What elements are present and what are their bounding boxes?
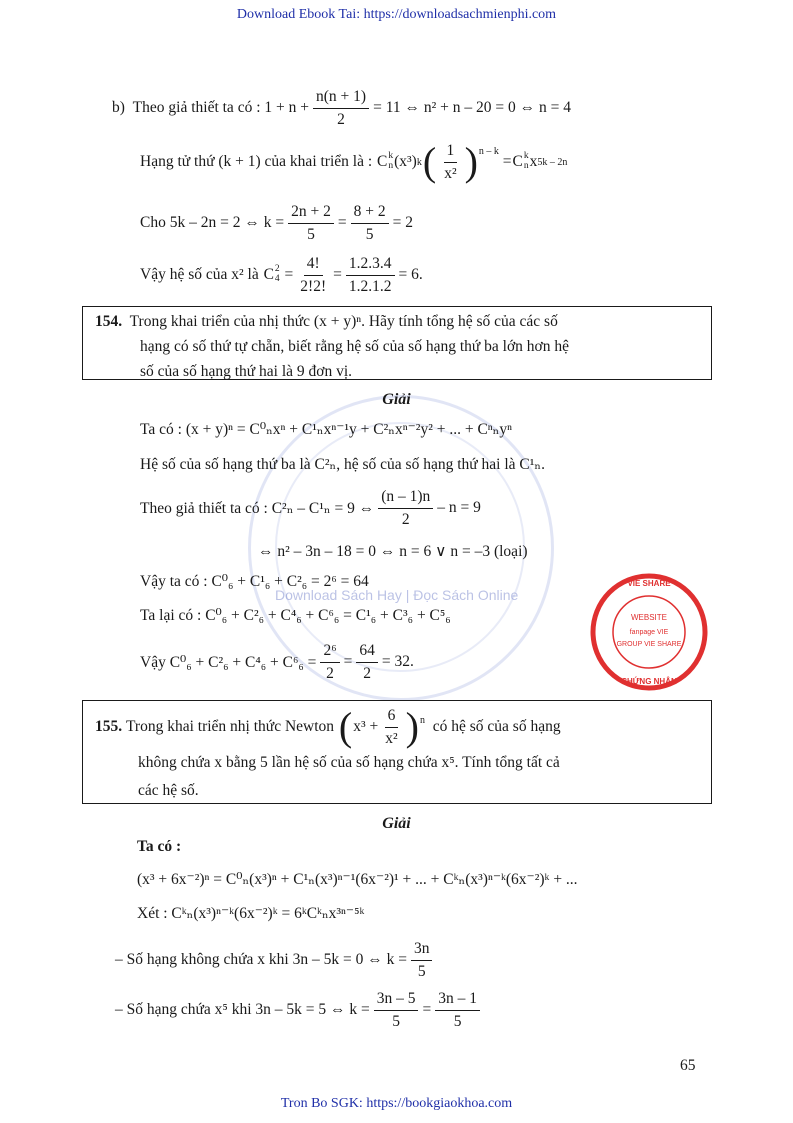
part-b-line-2: Hạng tử thứ (k + 1) của khai triển là : C k n (x³) k ( $\frac{1}{\text{x²}}$ ) $^{n - k}$ = C k n x 5k – 2n xyxy=(140,139,568,185)
svg-text:fanpage VIE: fanpage VIE xyxy=(629,629,669,636)
part-b-l1-frac: $\frac{n(n + 1)}{2}$ xyxy=(313,88,369,129)
problem-154-text: 154. Trong khai triển của nhị thức (x + y)ⁿ. Hãy tính tổng hệ số của các số hạng có số thứ tự chẵn, biết rằng hệ số của số hạng thứ ba lớn hơn hệ số của số hạng thứ hai là 9 đơn vị. xyxy=(95,313,569,380)
problem-154-number: 154. xyxy=(95,313,123,330)
part-b-line-1 xyxy=(112,88,571,129)
page-number: 65 xyxy=(680,1057,696,1074)
part-b-l2-text: Hạng tử thứ (k + 1) của khai triển là : xyxy=(140,153,373,171)
footer-sgk-link[interactable]: Tron Bo SGK: https://bookgiaokhoa.com xyxy=(280,1096,513,1111)
p154-step-6: Ta lại có : C⁰₆ + C²₆ + C⁴₆ + C⁶₆ = C¹₆ + C³₆ + C⁵₆ xyxy=(140,607,451,624)
part-b-label: b) xyxy=(112,99,125,117)
p155-step-5: – Số hạng chứa x⁵ khi 3n – 5k = 5 ⇔ k = $\frac{3n - 5}{5}$ = $\frac{3n - 1}{5}$ xyxy=(115,990,484,1031)
part-b-l3-text: Cho 5k – 2n = 2 ⇔ k = xyxy=(140,214,285,232)
p155-step-2: (x³ + 6x⁻²)ⁿ = C⁰ₙ(x³)ⁿ + C¹ₙ(x³)ⁿ⁻¹(6x⁻²)¹ + ... + Cᵏₙ(x³)ⁿ⁻ᵏ(6x⁻²)ᵏ + ... xyxy=(137,871,578,888)
vie-share-stamp xyxy=(589,572,709,692)
problem-155-text: 155. Trong khai triển nhị thức Newton ( x³ + $\frac{6}{\text{x²}}$ ) $^n$ có hệ số của số hạng không chứa x bằng 5 lần hệ số của số hạng chứa x⁵. Tính tổng tất cả các hệ số. xyxy=(95,704,561,799)
p154-step-1: Ta có : (x + y)ⁿ = C⁰ₙxⁿ + C¹ₙxⁿ⁻¹y + C²ₙxⁿ⁻²y² + ... + Cⁿₙyⁿ xyxy=(140,421,512,438)
svg-text:VIE SHARE: VIE SHARE xyxy=(627,579,671,588)
part-b-line-3: Cho 5k – 2n = 2 ⇔ k = $\frac{2n + 2}{5}$ = $\frac{8 + 2}{5}$ = 2 xyxy=(140,203,413,243)
part-b-l4-text: Vậy hệ số của x² là xyxy=(140,266,259,284)
p155-step-4: – Số hạng không chứa x khi 3n – 5k = 0 ⇔ k = $\frac{3n}{5}$ xyxy=(115,940,436,981)
part-b-line-4: Vậy hệ số của x² là C 2 4 = $\frac{4!}{2!2!}$ = $\frac{1.2.3.4}{1.2.1.2}$ = 6. xyxy=(140,255,423,295)
p155-step-3: Xét : Cᵏₙ(x³)ⁿ⁻ᵏ(6x⁻²)ᵏ = 6ᵏCᵏₙx³ⁿ⁻⁵ᵏ xyxy=(137,905,365,922)
problem-155-number: 155. xyxy=(95,718,123,735)
p154-solution-heading: Giải xyxy=(382,391,411,408)
p154-step-5: Vậy ta có : C⁰₆ + C¹₆ + C²₆ = 2⁶ = 64 xyxy=(140,573,369,590)
p155-step-1: Ta có : xyxy=(137,838,182,855)
svg-text:CHỨNG NHẬN: CHỨNG NHẬN xyxy=(621,677,677,686)
part-b-l1-text: Theo giả thiết ta có : xyxy=(132,99,261,117)
part-b-l1-a: 1 + n + xyxy=(264,99,309,117)
p154-step-3: Theo giả thiết ta có : C²ₙ – C¹ₙ = 9 ⇔ $\frac{(n - 1)n}{2}$ – n = 9 xyxy=(140,488,481,528)
svg-text:GROUP VIE SHARE: GROUP VIE SHARE xyxy=(616,641,682,648)
watermark-text: Download Sách Hay | Đọc Sách Online xyxy=(275,587,519,603)
part-b-l1-b: = 11 ⇔ n² + n – 20 = 0 ⇔ n = 4 xyxy=(373,99,571,117)
p154-step-4: ⇔ n² – 3n – 18 = 0 ⇔ n = 6 ∨ n = –3 (loại) xyxy=(258,543,528,560)
part-b-l2-frac: $\frac{1}{\text{x²}}$ xyxy=(444,142,457,182)
header-download-link[interactable]: Download Ebook Tai: https://downloadsachmienphi.com xyxy=(236,7,557,22)
p155-solution-heading: Giải xyxy=(382,815,411,832)
p154-step-7: Vậy C⁰₆ + C²₆ + C⁴₆ + C⁶₆ = $\frac{\text{2⁶}}{2}$ = $\frac{64}{2}$ = 32. xyxy=(140,642,414,682)
svg-text:WEBSITE: WEBSITE xyxy=(630,613,668,622)
p154-step-2: Hệ số của số hạng thứ ba là C²ₙ, hệ số của số hạng thứ hai là C¹ₙ. xyxy=(140,456,545,473)
